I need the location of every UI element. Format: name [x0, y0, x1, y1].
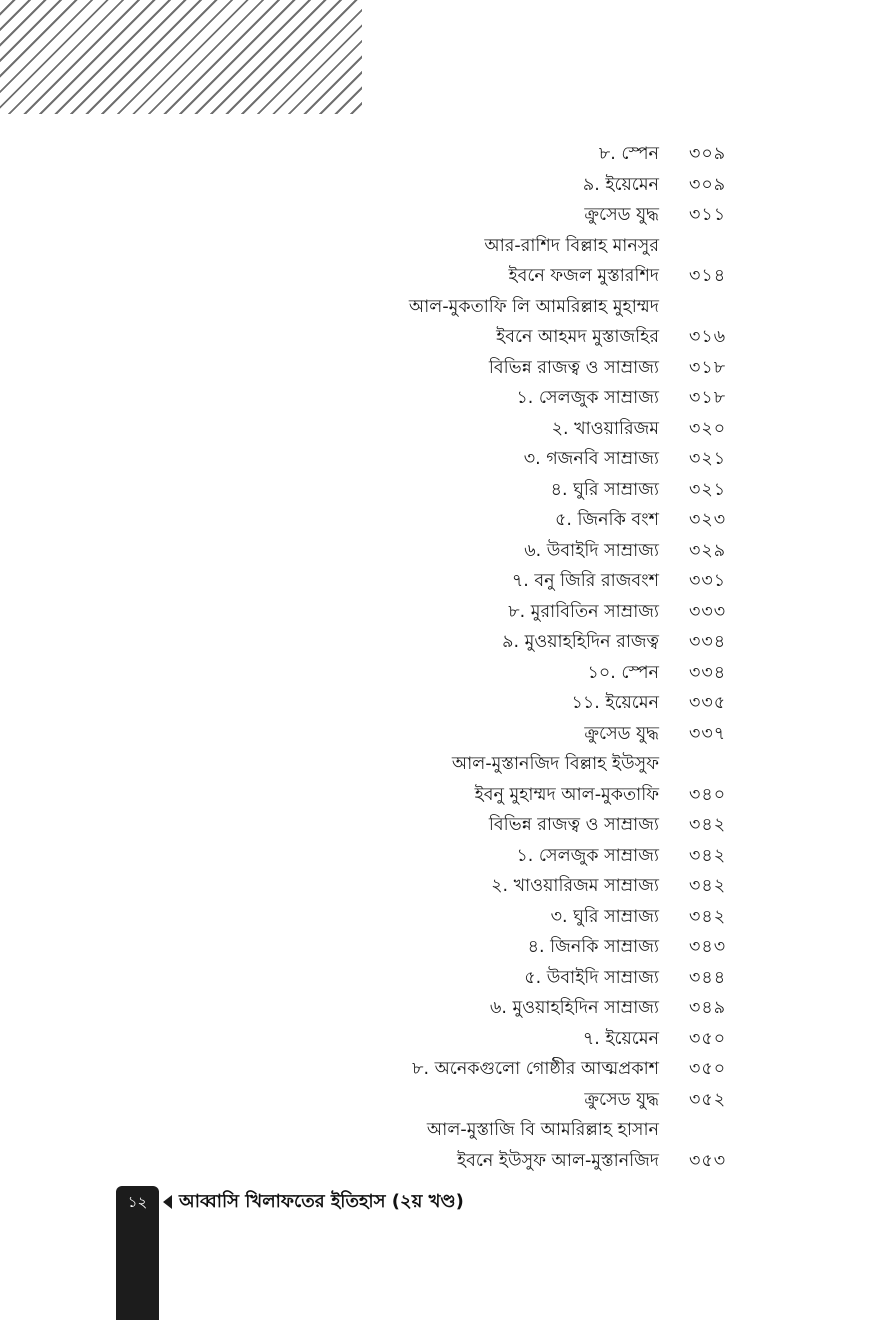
toc-entry: [0, 292, 870, 323]
toc-entry-title: ক্রুসেড যুদ্ধ: [584, 723, 659, 744]
toc-entry-page: ৩২৯: [689, 540, 727, 561]
toc-entry-title: ইবনে ফজল মুস্তারশিদ: [508, 266, 659, 286]
toc-entry: [0, 902, 870, 933]
toc-entry: [0, 841, 870, 872]
toc-entry: [0, 231, 870, 262]
toc-entry: [0, 932, 870, 963]
toc-entry-title: ইবনু মুহাম্মদ আল-মুকতাফি: [474, 784, 659, 805]
toc-entry: [0, 444, 870, 475]
toc-entry-title: ১. সেলজুক সাম্রাজ্য: [516, 388, 659, 408]
toc-entry: [0, 627, 870, 658]
toc-entry-page: ৩৩৪: [689, 632, 727, 652]
toc-entry-title: ৭. বনু জিরি রাজবংশ: [511, 571, 659, 591]
toc-entry-title: আল-মুস্তাজি বি আমরিল্লাহ হাসান: [426, 1120, 659, 1140]
toc-entry-page: ৩১১: [689, 205, 727, 225]
toc-entry: [0, 688, 870, 719]
toc-entry-page: ৩০৯: [689, 174, 727, 195]
toc-entry-page: ৩৪২: [689, 876, 727, 896]
toc-entry-title: ৮. অনেকগুলো গোষ্ঠীর আত্মপ্রকাশ: [412, 1059, 659, 1079]
toc-entry-page: ৩৩৫: [689, 693, 727, 713]
toc-entry-page: ৩৩১: [689, 571, 727, 591]
toc-entry-page: ৩২৩: [689, 510, 727, 530]
toc-entry-title: ৫. উবাইদি সাম্রাজ্য: [524, 967, 659, 988]
toc-entry-page: ৩৫০: [689, 1028, 727, 1049]
toc-entry: [0, 505, 870, 536]
table-of-contents: [0, 139, 870, 1176]
toc-entry-title: ১১. ইয়েমেন: [571, 693, 659, 713]
toc-entry-title: বিভিন্ন রাজত্ব ও সাম্রাজ্য: [488, 357, 659, 378]
toc-entry: [0, 1054, 870, 1085]
toc-entry: [0, 1085, 870, 1116]
toc-entry-page: ৩৪০: [689, 784, 727, 805]
toc-entry-title: ৬. মুওয়াহহিদিন সাম্রাজ্য: [490, 998, 659, 1018]
toc-entry-title: আর-রাশিদ বিল্লাহ মানসুর: [484, 235, 659, 256]
toc-entry: [0, 993, 870, 1024]
toc-entry-title: আল-মুস্তানজিদ বিল্লাহ ইউসুফ: [451, 754, 659, 774]
toc-entry-title: ইবনে ইউসুফ আল-মুস্তানজিদ: [457, 1150, 659, 1171]
toc-entry-page: ৩৩৭: [689, 723, 727, 744]
toc-entry-page: ৩৪২: [689, 906, 727, 927]
toc-entry-title: ৮. স্পেন: [598, 144, 659, 164]
toc-entry: [0, 383, 870, 414]
toc-entry: [0, 475, 870, 506]
toc-entry: [0, 139, 870, 170]
toc-entry-page: ৩১৬: [689, 327, 727, 347]
toc-entry-title: ১০. স্পেন: [587, 662, 659, 683]
book-title: আব্বাসি খিলাফতের ইতিহাস (২য় খণ্ড): [179, 1191, 464, 1212]
toc-entry: [0, 780, 870, 811]
toc-entry-title: ৬. উবাইদি সাম্রাজ্য: [524, 540, 659, 561]
toc-entry-page: ৩৪৩: [689, 937, 727, 957]
toc-entry-title: ৯. ইয়েমেন: [582, 174, 659, 195]
toc-entry-title: ৩. ঘুরি সাম্রাজ্য: [550, 906, 659, 927]
toc-entry-title: ৪. ঘুরি সাম্রাজ্য: [550, 479, 659, 500]
toc-entry: [0, 719, 870, 750]
toc-entry-page: ৩৫২: [689, 1089, 727, 1110]
toc-entry-page: ৩৩৩: [689, 601, 727, 622]
toc-entry: [0, 536, 870, 567]
toc-entry-page: ৩৪৪: [689, 967, 727, 988]
toc-entry-page: ৩৪২: [689, 815, 727, 835]
toc-entry: [0, 200, 870, 231]
toc-entry: [0, 414, 870, 445]
toc-entry-title: ইবনে আহমদ মুস্তাজহির: [496, 327, 659, 347]
toc-entry-title: ৭. ইয়েমেন: [582, 1028, 659, 1049]
toc-entry: [0, 170, 870, 201]
toc-entry-title: ক্রুসেড যুদ্ধ: [584, 1089, 659, 1110]
toc-entry-title: ৫. জিনকি বংশ: [554, 510, 659, 530]
toc-entry: [0, 810, 870, 841]
toc-entry: [0, 1024, 870, 1055]
hatched-corner-decoration: [0, 0, 362, 114]
toc-entry-title: ৪. জিনকি সাম্রাজ্য: [527, 937, 659, 957]
toc-entry-page: ৩০৯: [689, 144, 727, 164]
toc-entry: [0, 963, 870, 994]
toc-entry-title: ৯. মুওয়াহহিদিন রাজত্ব: [502, 632, 659, 652]
toc-entry-title: বিভিন্ন রাজত্ব ও সাম্রাজ্য: [488, 815, 659, 835]
toc-entry: [0, 658, 870, 689]
toc-entry: [0, 871, 870, 902]
toc-entry-title: ১. সেলজুক সাম্রাজ্য: [516, 845, 659, 866]
toc-entry-page: ৩৪৯: [689, 998, 727, 1018]
toc-entry-title: ৩. গজনবি সাম্রাজ্য: [523, 449, 659, 469]
toc-entry-page: ৩২১: [689, 479, 727, 500]
toc-entry-page: ৩১৮: [689, 388, 727, 408]
toc-entry-title: ২. খাওয়ারিজম সাম্রাজ্য: [491, 876, 659, 896]
toc-entry: [0, 749, 870, 780]
toc-entry-title: ৮. মুরাবিতিন সাম্রাজ্য: [508, 601, 659, 622]
toc-entry: [0, 261, 870, 292]
toc-entry-title: ২. খাওয়ারিজম: [551, 418, 659, 439]
toc-entry-page: ৩২১: [689, 449, 727, 469]
toc-entry: [0, 1146, 870, 1177]
page-number-tab: [116, 1186, 159, 1320]
toc-entry-page: ৩৪২: [689, 845, 727, 866]
toc-entry: [0, 322, 870, 353]
toc-entry-page: ৩২০: [689, 418, 727, 439]
toc-entry-title: ক্রুসেড যুদ্ধ: [584, 205, 659, 225]
toc-entry: [0, 566, 870, 597]
page-number: ১২: [127, 1193, 148, 1211]
toc-entry: [0, 353, 870, 384]
left-arrow-icon: [163, 1195, 172, 1209]
toc-entry-page: ৩১৮: [689, 357, 727, 378]
toc-entry-page: ৩৫৩: [689, 1150, 727, 1171]
toc-entry: [0, 1115, 870, 1146]
toc-entry-page: ৩৫০: [689, 1059, 727, 1079]
toc-entry-page: ৩১৪: [689, 266, 727, 286]
toc-entry: [0, 597, 870, 628]
toc-entry-title: আল-মুকতাফি লি আমরিল্লাহ মুহাম্মদ: [408, 296, 659, 317]
toc-entry-page: ৩৩৪: [689, 662, 727, 683]
